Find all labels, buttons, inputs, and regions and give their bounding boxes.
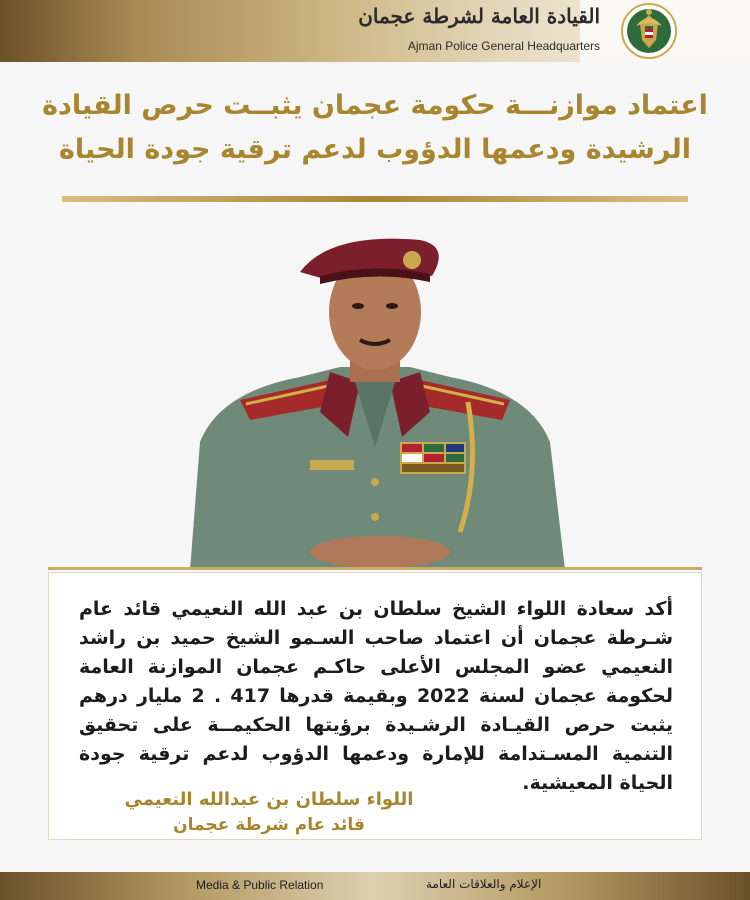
- footer-arabic: الإعلام والعلاقات العامة: [426, 877, 542, 891]
- org-name-english: Ajman Police General Headquarters: [407, 39, 600, 53]
- statement-top-rule: [48, 567, 702, 570]
- signature-title: قائد عام شرطة عجمان: [173, 815, 365, 835]
- org-name-arabic: القيادة العامة لشرطة عجمان: [358, 4, 600, 28]
- footer-english: Media & Public Relation: [196, 878, 324, 892]
- headline: [40, 84, 710, 172]
- signature-name: اللواء سلطان بن عبدالله النعيمي: [124, 789, 414, 810]
- statement-paragraph: أكد سعادة اللواء الشيخ سلطان بن عبد الله النعيمي قائد عام شـرطة عجمان أن اعتماد صاحب السـمو الشيخ حميد بن راشد النعيمي عضو المجلس الأعلى حاكـم عجمان الموازنة العامة لحكومة عجمان لسنة 2022 وبقيمة قدرها 417 . 2 مليار درهم يثبت حرص القيـادة الرشـيدة برؤيتها الحكيمــة على تحقيق التنمية المسـتدامة للإمارة ودعمها الدؤوب لدعم ترقية جودة الحياة المعيشية.: [79, 598, 673, 794]
- ajman-police-emblem-icon: [620, 2, 678, 60]
- footer-bar: [0, 872, 750, 900]
- headline-line-2: الرشيدة ودعمها الدؤوب لدعم ترقية جودة الحياة: [58, 134, 692, 165]
- headline-divider: [62, 196, 688, 202]
- officer-portrait: [180, 232, 570, 570]
- statement-box: [48, 572, 702, 840]
- headline-line-1: اعتماد موازنـــة حكومة عجمان يثبــت حرص القيادة: [42, 90, 708, 121]
